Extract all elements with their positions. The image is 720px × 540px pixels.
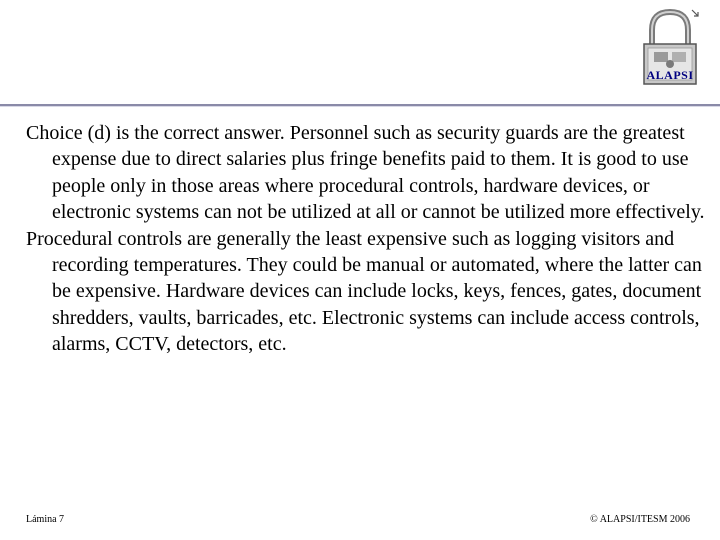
logo-text: ALAPSI — [646, 68, 694, 82]
controls-paragraph: Procedural controls are generally the least expensive such as logging visitors and recording temperatures. They could be manual or automated, where the latter can be expensive. Hardware devices can include locks, keys, fences, gates, document shredders, vaults, barricades, etc. Electronic systems can include access controls, alarms, CCTV, detectors, etc. — [26, 227, 702, 356]
alapsi-padlock-logo — [636, 6, 704, 90]
answer-paragraph: Choice (d) is the correct answer. Personnel such as security guards are the greatest expense due to direct salaries plus fringe benefits paid to them. It is good to use people only in those areas where procedural controls, hardware devices, or electronic systems can not be utilized at all or cannot be utilized more effectively. — [26, 122, 705, 224]
copyright-notice: © ALAPSI/ITESM 2006 — [590, 514, 690, 525]
slide-number: Lámina 7 — [26, 514, 65, 525]
header-divider — [0, 104, 720, 106]
slide-body — [26, 120, 706, 358]
padlock-icon — [636, 6, 704, 90]
